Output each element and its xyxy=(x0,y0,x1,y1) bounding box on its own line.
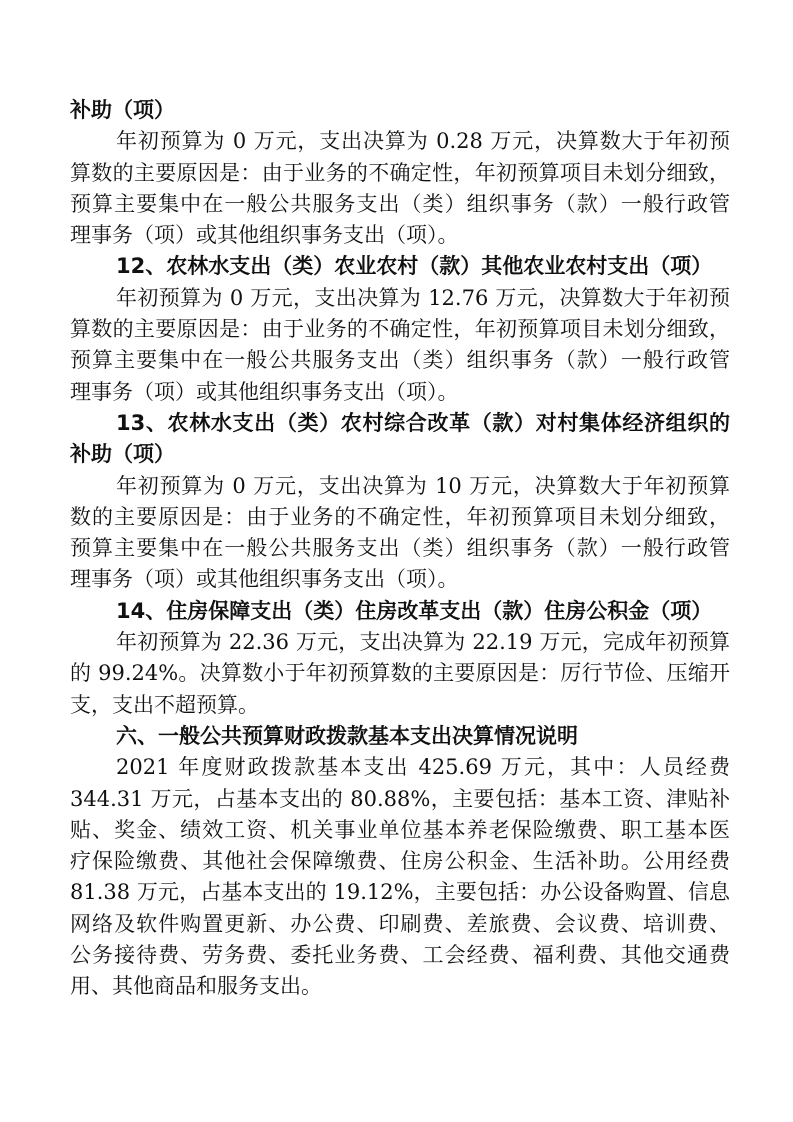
paragraph-line: 疗保险缴费、其他社会保障缴费、住房公积金、生活补助。公用经费 xyxy=(70,849,730,874)
paragraph-line: 理事务（项）或其他组织事务支出（项）。 xyxy=(70,223,459,248)
paragraph-line: 年初预算为 0 万元，支出决算为 10 万元，决算数大于年初预算 xyxy=(116,473,730,498)
paragraph-line: 理事务（项）或其他组织事务支出（项）。 xyxy=(70,379,459,404)
paragraph-line: 理事务（项）或其他组织事务支出（项）。 xyxy=(70,567,459,592)
paragraph-line: 公务接待费、劳务费、委托业务费、工会经费、福利费、其他交通费 xyxy=(70,943,730,968)
paragraph-line: 年初预算为 0 万元，支出决算为 0.28 万元，决算数大于年初预 xyxy=(116,129,730,154)
paragraph-line: 预算主要集中在一般公共服务支出（类）组织事务（款）一般行政管 xyxy=(70,348,730,373)
paragraph-line: 预算主要集中在一般公共服务支出（类）组织事务（款）一般行政管 xyxy=(70,191,730,216)
section-heading-13: 13、农林水支出（类）农村综合改革（款）对村集体经济组织的 xyxy=(116,410,730,435)
paragraph-line: 算数的主要原因是：由于业务的不确定性，年初预算项目未划分细致， xyxy=(70,317,730,342)
document-page xyxy=(70,95,730,1003)
paragraph-line: 81.38 万元，占基本支出的 19.12%，主要包括：办公设备购置、信息 xyxy=(70,880,730,905)
section-heading-13-cont: 补助（项） xyxy=(70,442,175,467)
paragraph-line: 数的主要原因是：由于业务的不确定性，年初预算项目未划分细致， xyxy=(70,504,730,529)
paragraph-line: 344.31 万元，占基本支出的 80.88%，主要包括：基本工资、津贴补 xyxy=(70,786,730,811)
paragraph-line: 网络及软件购置更新、办公费、印刷费、差旅费、会议费、培训费、 xyxy=(70,911,730,936)
paragraph-line: 年初预算为 0 万元，支出决算为 12.76 万元，决算数大于年初预 xyxy=(116,285,730,310)
paragraph-line: 用、其他商品和服务支出。 xyxy=(70,974,322,999)
section-heading-continued: 补助（项） xyxy=(70,98,175,122)
paragraph-line: 预算主要集中在一般公共服务支出（类）组织事务（款）一般行政管 xyxy=(70,536,730,561)
section-heading-12: 12、农林水支出（类）农业农村（款）其他农业农村支出（项） xyxy=(116,254,713,279)
paragraph-line: 的 99.24%。决算数小于年初预算数的主要原因是：厉行节俭、压缩开 xyxy=(70,661,730,686)
paragraph-line: 贴、奖金、绩效工资、机关事业单位基本养老保险缴费、职工基本医 xyxy=(70,817,730,842)
section-heading-14: 14、住房保障支出（类）住房改革支出（款）住房公积金（项） xyxy=(116,598,713,623)
paragraph-line: 年初预算为 22.36 万元，支出决算为 22.19 万元，完成年初预算 xyxy=(116,630,730,655)
paragraph-line: 算数的主要原因是：由于业务的不确定性，年初预算项目未划分细致， xyxy=(70,160,730,185)
paragraph-line: 2021 年度财政拨款基本支出 425.69 万元，其中：人员经费 xyxy=(116,755,730,780)
section-heading-6: 六、一般公共预算财政拨款基本支出决算情况说明 xyxy=(116,723,578,748)
paragraph-line: 支，支出不超预算。 xyxy=(70,692,259,717)
